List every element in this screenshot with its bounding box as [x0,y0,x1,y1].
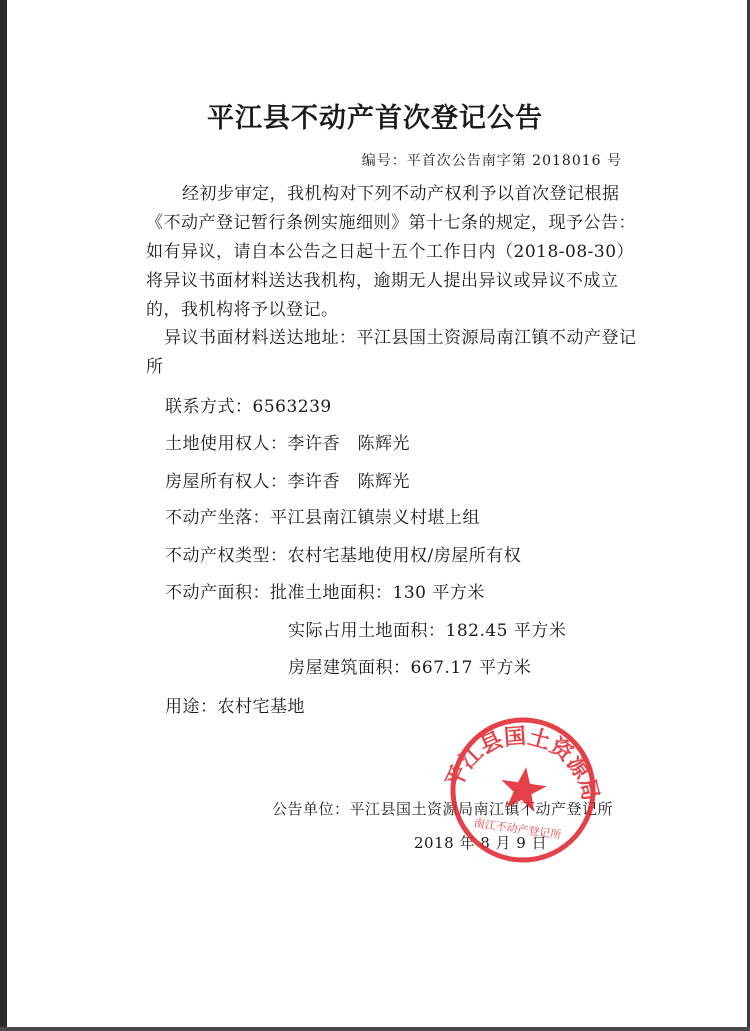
seal-text: 平江县国土资源局 [441,724,603,804]
actual-area-line: 实际占用土地面积：182.45 平方米 [288,621,567,641]
scan-edge-bottom [0,1027,750,1031]
building-area-line: 房屋建筑面积：667.17 平方米 [288,658,532,678]
contact-line: 联系方式：6563239 [165,397,332,417]
land-user-line: 土地使用权人：李许香 陈辉光 [165,434,410,454]
right-type-line: 不动产权类型：农村宅基地使用权/房屋所有权 [165,546,522,566]
scan-edge-left [0,0,7,1031]
approved-area-line: 不动产面积：批准土地面积：130 平方米 [165,583,485,603]
usage-line: 用途：农村宅基地 [165,697,305,717]
document-number: 编号：平首次公告南字第 2018016 号 [361,153,622,169]
seal-inner-text: 南江不动产登记所 [473,816,562,842]
location-line: 不动产坐落：平江县南江镇崇义村堪上组 [165,508,480,528]
issue-date: 2018 年 8 月 9 日 [414,834,548,852]
notice-paragraph-1: 经初步审定，我机构对下列不动产权利予以首次登记根据《不动产登记暂行条例实施细则》第十七条的规定，现予公告：如有异议，请自本公告之日起十五个工作日内（2018-08-30）将异议书面材料送达我机构，逾期无人提出异议或异议不成立的，我机构将予以登记。 [146,184,636,320]
notice-title: 平江县不动产首次登记公告 [207,103,543,134]
objection-address-paragraph: 异议书面材料送达地址：平江县国土资源局南江镇不动产登记所 [146,328,637,377]
issuer-line: 公告单位：平江县国土资源局南江镇不动产登记所 [272,800,614,818]
house-owner-line: 房屋所有权人：李许香 陈辉光 [165,472,410,492]
official-seal [438,715,608,865]
